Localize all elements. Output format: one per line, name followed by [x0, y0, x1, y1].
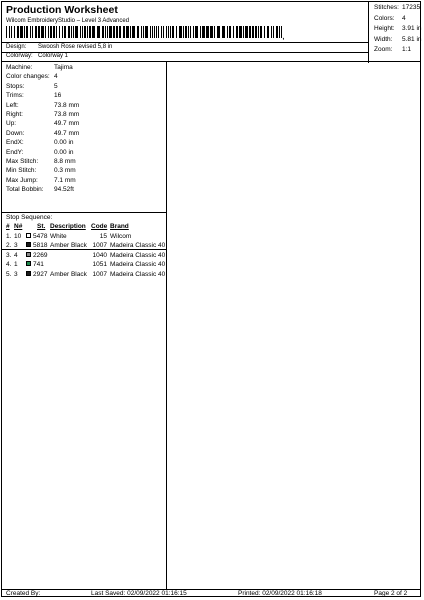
barcode-bar — [45, 26, 46, 38]
stat-label: Height: — [374, 25, 395, 32]
barcode-bar — [185, 26, 187, 38]
color-swatch — [26, 261, 31, 266]
barcode-divider — [2, 42, 368, 43]
barcode-bar — [176, 26, 177, 38]
stitch-count: 5478 — [33, 232, 48, 240]
barcode-bar — [183, 26, 184, 38]
machine-label: Right: — [6, 110, 23, 118]
stat-row — [374, 4, 422, 15]
thread-code: 15 — [99, 232, 107, 240]
left-column-divider — [166, 61, 167, 589]
barcode-bar — [132, 26, 135, 38]
row-number: 3. — [6, 251, 12, 259]
machine-label: Left: — [6, 101, 19, 109]
machine-label: Max Jump: — [6, 176, 38, 184]
machine-value: 8.8 mm — [54, 157, 76, 165]
machine-label: Stops: — [6, 82, 25, 90]
barcode-bar — [168, 26, 169, 38]
barcode-bar — [50, 26, 52, 38]
stat-row — [374, 46, 422, 57]
thread-code: 1007 — [92, 242, 107, 249]
barcode-bar — [17, 26, 19, 38]
machine-value: 94.52ft — [54, 186, 74, 194]
barcode-bar — [48, 26, 49, 38]
barcode-bar — [200, 26, 201, 38]
printed-date: Printed: 02/09/2022 01:16:18 — [238, 590, 322, 597]
barcode-bar — [11, 26, 12, 38]
barcode-bar — [233, 26, 234, 38]
row-number: 4. — [6, 261, 12, 268]
stitch-count: 2927 — [33, 270, 48, 278]
footer-divider — [2, 589, 420, 590]
barcode-bar — [249, 26, 251, 38]
needle-number: 1 — [14, 261, 18, 268]
barcode-bar — [97, 26, 100, 38]
colorway-row — [6, 53, 68, 59]
machine-divider — [2, 212, 166, 213]
barcode-bar — [156, 26, 157, 38]
col-num-header: # — [6, 223, 10, 230]
design-label: Design: — [6, 44, 27, 50]
machine-value: 73.8 mm — [54, 110, 80, 118]
stat-row — [374, 36, 422, 47]
design-stats — [374, 4, 422, 57]
barcode-bar — [56, 26, 57, 38]
machine-value: 0.3 mm — [54, 167, 76, 175]
machine-row — [6, 139, 166, 148]
barcode-bar — [163, 26, 164, 38]
machine-label: Min Stitch: — [6, 167, 37, 175]
stop-sequence-table — [6, 223, 168, 280]
barcode-bar — [123, 26, 125, 38]
barcode-bar — [113, 26, 115, 38]
machine-value: 73.8 mm — [54, 101, 80, 109]
barcode-bar — [119, 26, 121, 38]
stat-value: 3.91 in — [402, 25, 422, 32]
machine-label: EndY: — [6, 148, 24, 156]
barcode-bar — [172, 26, 174, 38]
barcode-bar — [271, 26, 272, 38]
barcode-bar — [239, 26, 242, 38]
stat-row — [374, 15, 422, 26]
barcode-bar — [166, 26, 167, 38]
barcode-bar — [190, 26, 191, 38]
thread-description: White — [50, 232, 67, 240]
colorway-name: Colorway 1 — [38, 53, 69, 59]
barcode-bar — [158, 26, 159, 38]
machine-label: Trims: — [6, 92, 24, 100]
thread-brand: Wilcom — [110, 232, 132, 240]
barcode-bar — [188, 26, 189, 38]
barcode-bar — [107, 26, 108, 38]
col-description-header: Description — [50, 223, 86, 230]
barcode-bar — [82, 26, 83, 38]
barcode-bar — [255, 26, 257, 38]
barcode-bar — [152, 26, 153, 38]
machine-value: 16 — [54, 92, 62, 100]
worksheet-page — [1, 1, 421, 597]
stats-divider — [368, 2, 369, 63]
machine-label: Machine: — [6, 64, 33, 71]
machine-row — [6, 149, 166, 158]
needle-number: 10 — [14, 232, 22, 240]
machine-info — [6, 64, 166, 195]
stat-label: Zoom: — [374, 46, 393, 53]
thread-brand: Madeira Classic 40 — [110, 242, 166, 249]
barcode-bar — [179, 26, 182, 38]
col-needle-header: N# — [14, 223, 23, 230]
barcode-bar — [217, 26, 220, 38]
barcode-bar — [264, 26, 265, 38]
needle-number: 3 — [14, 270, 18, 278]
stat-row — [374, 25, 422, 36]
barcode-bar — [150, 26, 151, 38]
machine-label: Down: — [6, 129, 25, 137]
barcode-bar — [143, 26, 144, 38]
row-number: 5. — [6, 270, 12, 278]
machine-label: Up: — [6, 120, 17, 128]
barcode-bar — [229, 26, 231, 38]
table-row — [6, 233, 168, 243]
barcode-bar — [245, 26, 248, 38]
machine-value: 0.00 in — [54, 148, 74, 156]
machine-row — [6, 158, 166, 167]
stop-sequence-title: Stop Sequence: — [6, 214, 53, 221]
barcode-bar — [145, 26, 148, 38]
table-row — [6, 242, 168, 252]
barcode-bar — [24, 26, 25, 38]
barcode-bar — [206, 26, 209, 38]
stop-sequence-header — [6, 223, 168, 233]
thread-code: 1051 — [92, 261, 107, 268]
barcode-bar — [105, 26, 106, 38]
page-number: Page 2 of 2 — [374, 590, 408, 597]
design-name: Swoosh Rose revised 5,8 in — [38, 44, 113, 50]
machine-value: 49.7 mm — [54, 120, 80, 128]
last-saved: Last Saved: 02/09/2022 01:16:15 — [91, 590, 187, 597]
barcode-bar — [87, 26, 88, 38]
stitch-count: 2269 — [33, 251, 48, 259]
barcode-bar — [89, 26, 91, 38]
row-number: 1. — [6, 232, 12, 240]
machine-row — [6, 120, 166, 129]
thread-code: 1007 — [92, 270, 107, 278]
barcode-bar — [227, 26, 228, 38]
col-code-header: Code — [91, 223, 108, 230]
barcode-bar — [267, 26, 269, 38]
machine-label: Color changes: — [6, 73, 50, 81]
machine-row — [6, 111, 166, 120]
barcode-bar — [26, 26, 28, 38]
color-swatch — [26, 252, 31, 257]
stat-value: 5.81 in — [402, 35, 422, 43]
barcode-bar — [30, 26, 31, 38]
stat-value: 1:1 — [402, 46, 412, 53]
thread-code: 1040 — [92, 251, 107, 259]
thread-description: Amber Black — [50, 270, 87, 278]
barcode — [6, 26, 288, 40]
barcode-bar — [6, 26, 7, 38]
barcode-bar — [80, 26, 81, 38]
barcode-bar — [279, 26, 280, 38]
barcode-bar — [130, 26, 131, 38]
barcode-bar — [41, 26, 44, 38]
stat-value: 4 — [402, 14, 406, 22]
color-swatch — [26, 233, 31, 238]
needle-number: 3 — [14, 242, 18, 249]
barcode-bar — [68, 26, 70, 38]
colorway-label: Colorway: — [6, 53, 33, 59]
barcode-bar — [84, 26, 86, 38]
barcode-bar — [126, 26, 129, 38]
machine-row — [6, 130, 166, 139]
header-divider — [2, 61, 420, 62]
barcode-bar — [62, 26, 63, 38]
stat-value: 17235 — [402, 4, 421, 11]
barcode-bar — [154, 26, 155, 38]
thread-brand: Madeira Classic 40 — [110, 261, 166, 268]
col-stitches-header: St. — [37, 223, 46, 230]
barcode-bar — [210, 26, 213, 38]
machine-row — [6, 102, 166, 111]
table-row — [6, 271, 168, 281]
sequence-divider — [2, 249, 166, 250]
barcode-bar — [137, 26, 139, 38]
col-brand-header: Brand — [110, 223, 129, 230]
thread-description: Amber Black — [50, 242, 87, 249]
barcode-bar — [59, 26, 60, 38]
barcode-bar — [73, 26, 74, 38]
software-subtitle: Wilcom EmbroideryStudio – Level 3 Advanced — [6, 18, 130, 24]
barcode-bar — [260, 26, 262, 38]
table-row — [6, 261, 168, 271]
stat-label: Width: — [374, 35, 393, 43]
machine-value: 7.1 mm — [54, 176, 76, 184]
barcode-bar — [64, 26, 66, 38]
barcode-bar — [109, 26, 112, 38]
barcode-bar — [222, 26, 225, 38]
table-row — [6, 252, 168, 262]
machine-row — [6, 73, 166, 82]
machine-value: 4 — [54, 73, 58, 81]
machine-value: 0.00 in — [54, 139, 74, 147]
machine-label: Total Bobbin: — [6, 186, 44, 194]
thread-brand: Madeira Classic 40 — [110, 251, 166, 259]
machine-row — [6, 177, 166, 186]
needle-number: 4 — [14, 251, 18, 259]
barcode-bar — [214, 26, 215, 38]
barcode-bar — [92, 26, 95, 38]
thread-brand: Madeira Classic 40 — [110, 270, 166, 278]
barcode-bar — [9, 26, 10, 38]
barcode-bar — [102, 26, 104, 38]
barcode-bar — [273, 26, 274, 38]
barcode-bar — [193, 26, 194, 38]
barcode-bar — [14, 26, 15, 38]
machine-value: 5 — [54, 82, 58, 90]
barcode-bar — [32, 26, 33, 38]
barcode-bar — [38, 26, 40, 38]
color-swatch — [26, 271, 31, 276]
machine-row — [6, 92, 166, 101]
stat-label: Colors: — [374, 14, 395, 22]
barcode-bar — [170, 26, 171, 38]
stitch-count: 5818 — [33, 242, 48, 249]
machine-row — [6, 186, 166, 195]
barcode-bar — [258, 26, 259, 38]
stitch-count: 741 — [33, 261, 44, 268]
machine-value: Tajima — [54, 64, 73, 71]
barcode-bar — [53, 26, 55, 38]
machine-label: Max Stitch: — [6, 157, 39, 165]
barcode-bar — [116, 26, 118, 38]
machine-value: 49.7 mm — [54, 129, 80, 137]
stat-label: Stitches: — [374, 4, 399, 11]
row-number: 2. — [6, 242, 12, 249]
barcode-bar — [243, 26, 244, 38]
machine-label: EndX: — [6, 139, 24, 147]
machine-row — [6, 83, 166, 92]
barcode-bar — [141, 26, 142, 38]
barcode-bar — [202, 26, 205, 38]
barcode-bar — [195, 26, 198, 38]
barcode-bar — [20, 26, 23, 38]
barcode-bar — [236, 26, 238, 38]
design-row — [6, 44, 112, 50]
barcode-bar — [75, 26, 78, 38]
page-title: Production Worksheet — [6, 4, 118, 16]
barcode-bar — [161, 26, 162, 38]
barcode-bar — [71, 26, 72, 38]
machine-row — [6, 64, 166, 73]
barcode-suffix: , — [282, 31, 285, 40]
barcode-bar — [252, 26, 254, 38]
created-by: Created By: — [6, 590, 41, 597]
barcode-bar — [35, 26, 37, 38]
color-swatch — [26, 242, 31, 247]
machine-row — [6, 167, 166, 176]
barcode-bar — [276, 26, 278, 38]
